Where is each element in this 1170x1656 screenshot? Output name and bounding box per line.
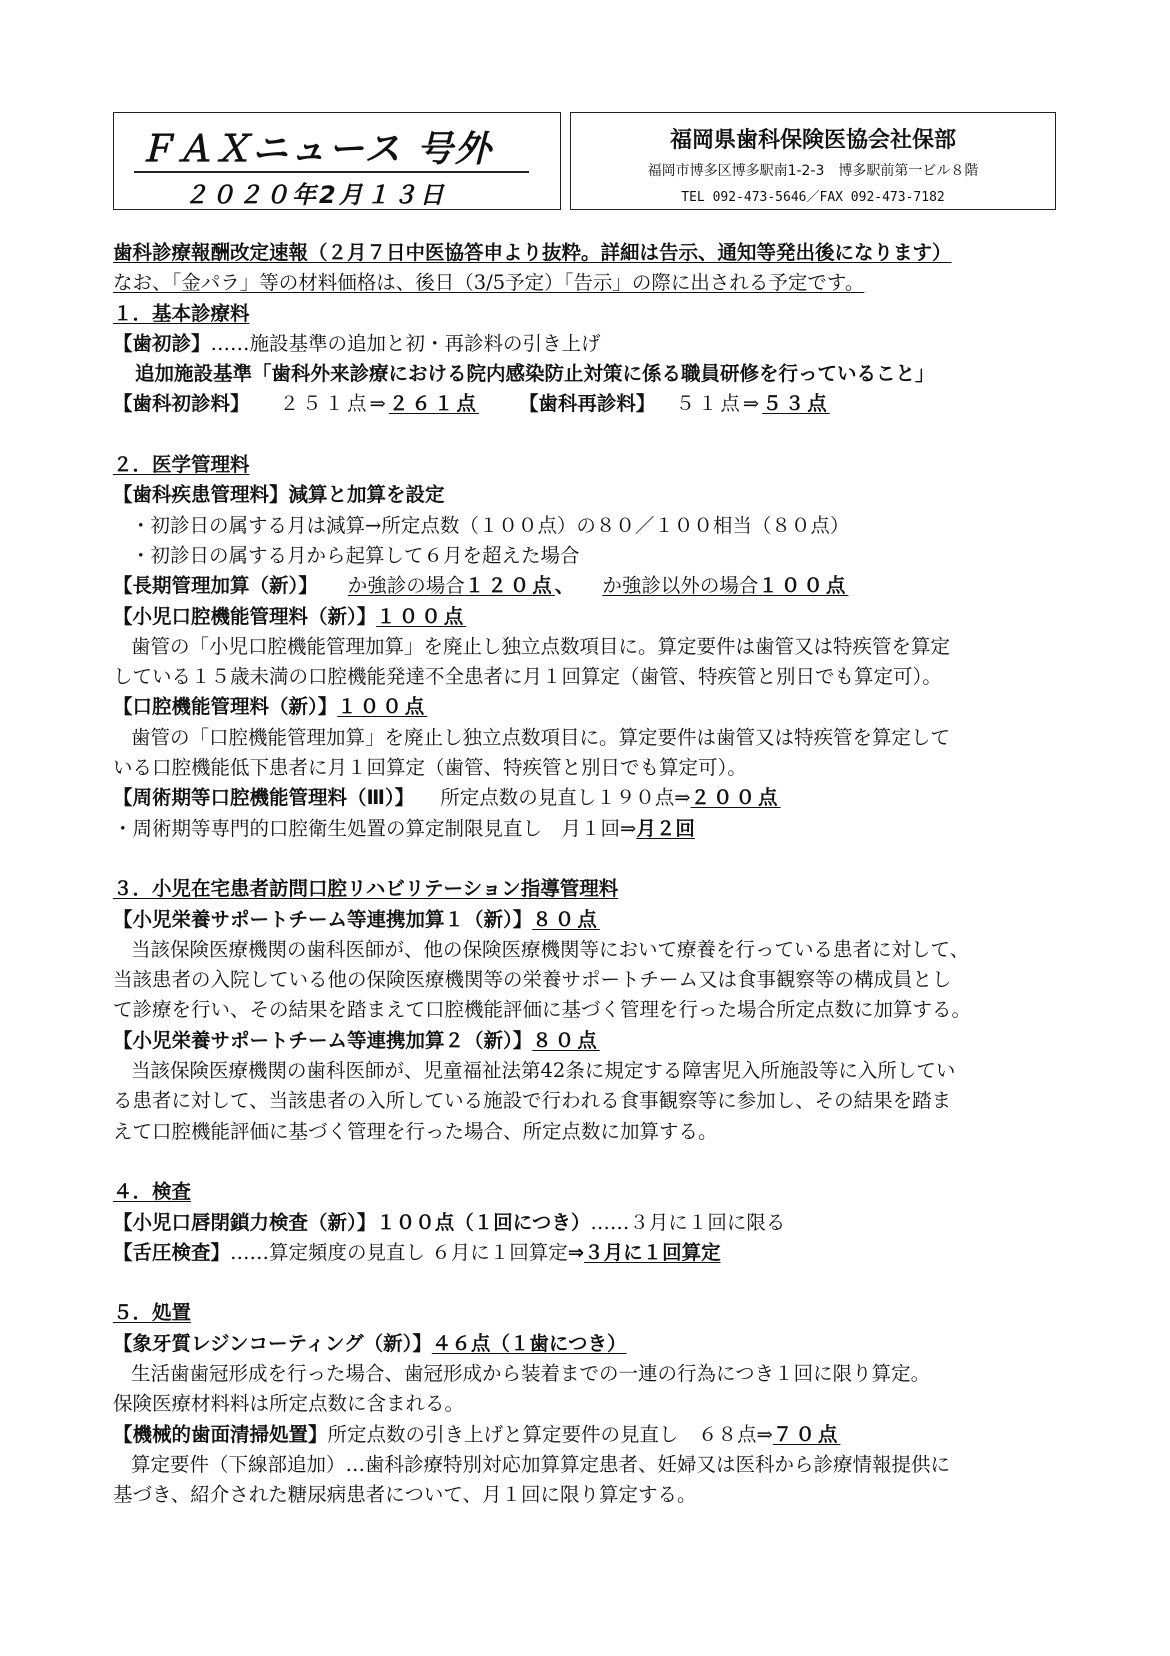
s2-line-9: 歯管の「口腔機能管理加算」を廃止し独立点数項目に。算定要件は歯管又は特疾管を算定して (131, 725, 951, 749)
title-underline (134, 171, 529, 173)
spacer (113, 1147, 1063, 1177)
section-4-heading: ４．検査 (113, 1180, 192, 1204)
s3-line-7: る患者に対して、当該患者の入所している施設で行われる食事観察等に参加し、その結果を踏ま (113, 1089, 952, 1113)
section-1-heading: １．基本診療料 (113, 301, 250, 325)
newsletter-title: ＦＡＸニュース 号外 (138, 129, 493, 170)
s3-line-6: 当該保険医療機関の歯科医師が、児童福祉法第42条に規定する障害児入所施設等に入所してい (131, 1059, 956, 1083)
s5-line-5: 算定要件（下線部追加）…歯科診療特別対応加算算定患者、妊婦又は医科から診療情報提供に (131, 1452, 951, 1476)
section-5-heading: ５．処置 (113, 1301, 192, 1325)
s3-line-1: 【小児栄養サポートチーム等連携加算１（新）】８０点 (113, 907, 600, 931)
s3-line-5: 【小児栄養サポートチーム等連携加算２（新）】８０点 (113, 1028, 600, 1052)
s3-line-2: 当該保険医療機関の歯科医師が、他の保険医療機関等において療養を行っている患者に対して、 (131, 937, 970, 961)
s3-line-4: て診療を行い、その結果を踏まえて口腔機能評価に基づく管理を行った場合所定点数に加算する。 (113, 998, 972, 1022)
s4-line-1: 【小児口唇閉鎖力検査（新）】１００点（１回につき）……３月に１回に限る (113, 1210, 786, 1234)
s5-line-3: 保険医療材料料は所定点数に含まれる。 (113, 1392, 465, 1416)
s2-line-2: ・初診日の属する月は減算→所定点数（１００点）の８０／１００相当（８０点） (131, 513, 850, 537)
s2-line-7: している１５歳未満の口腔機能発達不全患者に月１回算定（歯管、特疾管と別日でも算定可）。 (113, 665, 942, 689)
s2-line-1: 【歯科疾患管理料】減算と加算を設定 (113, 483, 445, 507)
organization-name: 福岡県歯科保険医協会社保部 (669, 128, 956, 153)
s5-line-2: 生活歯歯冠形成を行った場合、歯冠形成から装着までの一連の行為につき１回に限り算定。 (131, 1361, 931, 1385)
s2-line-8: 【口腔機能管理料（新）】１００点 (113, 695, 428, 719)
spacer (113, 1268, 1063, 1298)
spacer (113, 844, 1063, 874)
s5-line-1: 【象牙質レジンコーティング（新）】４６点（１歯につき） (113, 1331, 627, 1355)
organization-box (570, 112, 1056, 210)
organization-contact: TEL 092-473-5646／FAX 092-473-7182 (681, 190, 945, 205)
section-3-heading: ３．小児在宅患者訪問口腔リハビリテーション指導管理料 (113, 877, 619, 901)
s1-line-2: 追加施設基準「歯科外来診療における院内感染防止対策に係る職員研修を行っていること」 (135, 362, 935, 386)
title-box (113, 112, 561, 210)
s1-line-3: 【歯科初診料】 ２５１点⇒２６１点 【歯科再診料】 ５１点⇒５３点 (113, 392, 830, 416)
intro-note: なお、「金パラ」等の材料価格は、後日（3/5予定）「告示」の際に出される予定です。 (113, 271, 865, 295)
s2-line-10: いる口腔機能低下患者に月１回算定（歯管、特疾管と別日でも算定可）。 (113, 756, 747, 780)
s1-line-1: 【歯初診】……施設基準の追加と初・再診料の引き上げ (113, 331, 601, 355)
intro-headline: 歯科診療報酬改定速報（２月７日中医協答申より抜粋。詳細は告示、通知等発出後になります） (113, 241, 952, 264)
s2-line-12: ・周術期等専門的口腔衛生処置の算定制限見直し 月１回⇒月２回 (113, 816, 695, 840)
s3-line-3: 当該患者の入院している他の保険医療機関等の栄養サポートチーム又は食事観察等の構成員とし (113, 968, 952, 992)
s5-line-4: 【機械的歯面清掃処置】所定点数の引き上げと算定要件の見直し ６８点⇒７０点 (113, 1422, 841, 1446)
spacer (113, 420, 1063, 450)
s4-line-2: 【舌圧検査】……算定頻度の見直し ６月に１回算定⇒３月に１回算定 (113, 1240, 721, 1264)
s2-line-11: 【周術期等口腔機能管理料（Ⅲ）】 所定点数の見直し１９０点⇒２００点 (113, 786, 781, 810)
organization-address: 福岡市博多区博多駅南1-2-3 博多駅前第一ビル８階 (647, 163, 979, 179)
s5-line-6: 基づき、紹介された糖尿病患者について、月１回に限り算定する。 (113, 1483, 697, 1507)
s3-line-8: えて口腔機能評価に基づく管理を行った場合、所定点数に加算する。 (113, 1119, 718, 1143)
issue-date: ２０２０年2月１３日 (184, 181, 447, 209)
s2-line-4: 【長期管理加算（新）】 か強診の場合１２０点、 か強診以外の場合１００点 (113, 574, 849, 598)
s2-line-5: 【小児口腔機能管理料（新）】１００点 (113, 604, 467, 628)
s2-line-6: 歯管の「小児口腔機能管理加算」を廃止し独立点数項目に。算定要件は歯管又は特疾管を算定 (131, 634, 951, 658)
section-2-heading: ２．医学管理料 (113, 453, 250, 477)
document-body (113, 238, 1063, 1510)
s2-line-3: ・初診日の属する月から起算して６月を超えた場合 (131, 543, 580, 567)
